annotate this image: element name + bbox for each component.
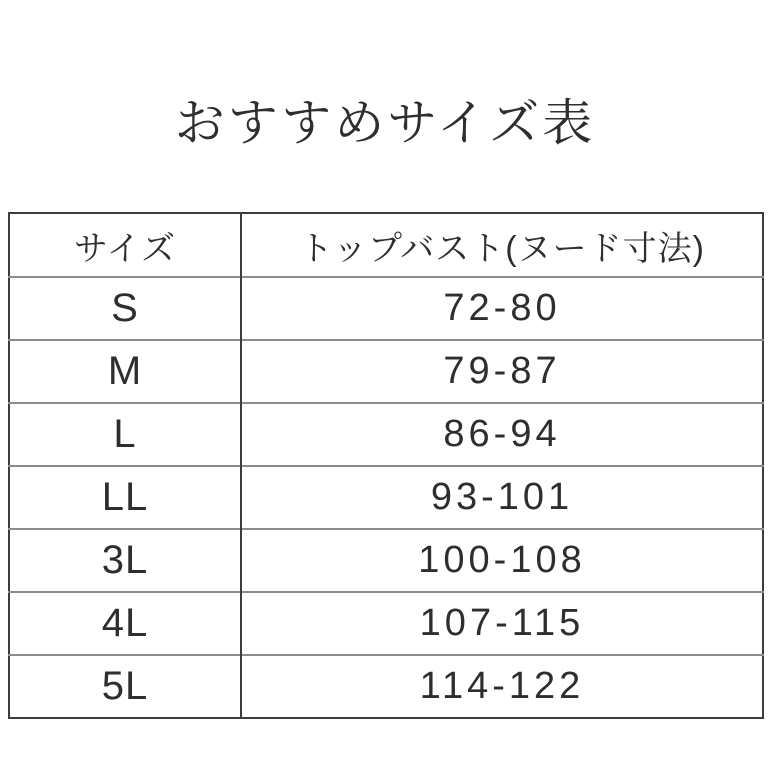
table-row (9, 529, 763, 592)
table-row (9, 655, 763, 718)
bust-cell: 100-108 (241, 529, 763, 592)
bust-cell: 107-115 (241, 592, 763, 655)
size-chart-table (8, 212, 764, 719)
size-cell: 3L (9, 529, 241, 592)
size-cell: S (9, 277, 241, 340)
table-row (9, 466, 763, 529)
size-cell: L (9, 403, 241, 466)
table-row (9, 403, 763, 466)
size-cell: LL (9, 466, 241, 529)
page-title: おすすめサイズ表 (174, 95, 596, 151)
table-row (9, 592, 763, 655)
size-cell: 4L (9, 592, 241, 655)
bust-cell: 72-80 (241, 277, 763, 340)
table-row (9, 277, 763, 340)
header-size: サイズ (9, 213, 241, 277)
size-cell: 5L (9, 655, 241, 718)
table-row (9, 340, 763, 403)
bust-cell: 86-94 (241, 403, 763, 466)
bust-cell: 114-122 (241, 655, 763, 718)
bust-cell: 79-87 (241, 340, 763, 403)
bust-cell: 93-101 (241, 466, 763, 529)
table-header-row (9, 213, 763, 277)
header-bust: トップバスト(ヌード寸法) (299, 229, 705, 268)
size-cell: M (9, 340, 241, 403)
